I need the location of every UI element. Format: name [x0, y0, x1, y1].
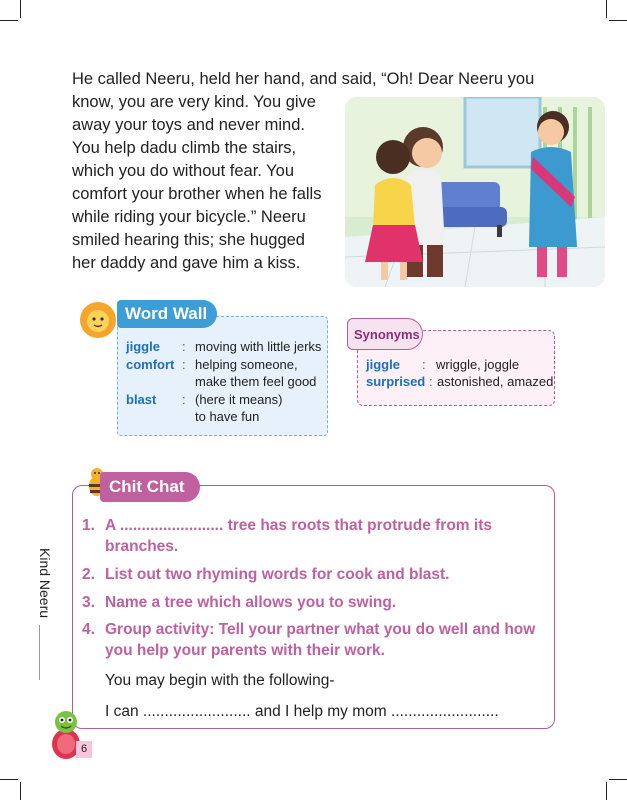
word-wall-title: Word Wall: [117, 300, 217, 328]
word-colon: :: [182, 392, 186, 407]
question: [82, 619, 552, 661]
synonym-colon: :: [422, 357, 426, 372]
crop-mark: [0, 779, 18, 780]
synonym-value: astonished, amazed: [437, 374, 554, 389]
question-text: Group activity: Tell your partner what you do well and how you help your parents with their work.: [105, 621, 536, 659]
synonym-colon: :: [429, 374, 433, 389]
crop-mark: [609, 20, 627, 21]
question: [82, 564, 552, 585]
question-number: 2.: [82, 566, 95, 583]
synonym-entry: [366, 357, 556, 374]
crop-mark: [606, 782, 607, 800]
lion-mascot-icon: [76, 298, 120, 342]
word-definition: helping someone,: [195, 357, 298, 372]
story-line: He called Neeru, held her hand, and said, “Oh! Dear Neeru you: [72, 70, 535, 88]
story-line: away your toys and never mind.: [72, 116, 305, 134]
story-line: while riding your bicycle.” Neeru: [72, 208, 306, 226]
crop-mark: [0, 20, 18, 21]
word-colon: :: [182, 339, 186, 354]
synonym-value: wriggle, joggle: [436, 357, 520, 372]
crop-mark: [606, 0, 607, 18]
word-wall-entry: [126, 356, 326, 390]
synonym-term: jiggle: [366, 357, 400, 372]
question-number: 3.: [82, 594, 95, 611]
word-wall-entry: [126, 391, 326, 425]
fill-in-prompt: I can ......................... and I help my mom .........................: [105, 703, 499, 720]
story-line: know, you are very kind. You give: [72, 93, 316, 111]
question-number: 1.: [82, 517, 95, 534]
word-definition: make them feel good: [195, 374, 317, 389]
word-definition: to have fun: [195, 409, 260, 424]
story-illustration: [345, 97, 605, 287]
word-colon: :: [182, 357, 186, 372]
chapter-side-title: Kind Neeru: [37, 548, 53, 619]
word-wall-entry: [126, 338, 326, 355]
word-term: jiggle: [126, 339, 160, 354]
story-line: comfort your brother when he falls: [72, 185, 322, 203]
story-line: You help dadu climb the stairs,: [72, 139, 297, 157]
synonym-term: surprised: [366, 374, 426, 389]
synonyms-title: Synonyms: [347, 318, 423, 350]
question-number: 4.: [82, 621, 95, 638]
story-line: smiled hearing this; she hugged: [72, 231, 305, 249]
side-divider: [39, 625, 40, 680]
question-text: A ........................ tree has roots that protrude from its branches.: [105, 517, 492, 555]
crop-mark: [609, 779, 627, 780]
crop-mark: [20, 0, 21, 18]
question: [82, 592, 552, 613]
question-text: List out two rhyming words for cook and blast.: [105, 566, 450, 583]
story-line: her daddy and gave him a kiss.: [72, 254, 301, 272]
chit-chat-title: Chit Chat: [100, 472, 200, 502]
begin-instruction: You may begin with the following-: [105, 672, 335, 689]
word-wall-box: [117, 316, 328, 436]
page-number: 6: [76, 741, 92, 758]
word-definition: moving with little jerks: [195, 339, 322, 354]
crop-mark: [20, 782, 21, 800]
synonym-entry: [366, 374, 556, 391]
story-line: which you do without fear. You: [72, 162, 294, 180]
question: [82, 515, 552, 557]
question-text: Name a tree which allows you to swing.: [105, 594, 397, 611]
word-term: blast: [126, 392, 157, 407]
word-definition: (here it means): [195, 392, 283, 407]
word-term: comfort: [126, 357, 175, 372]
